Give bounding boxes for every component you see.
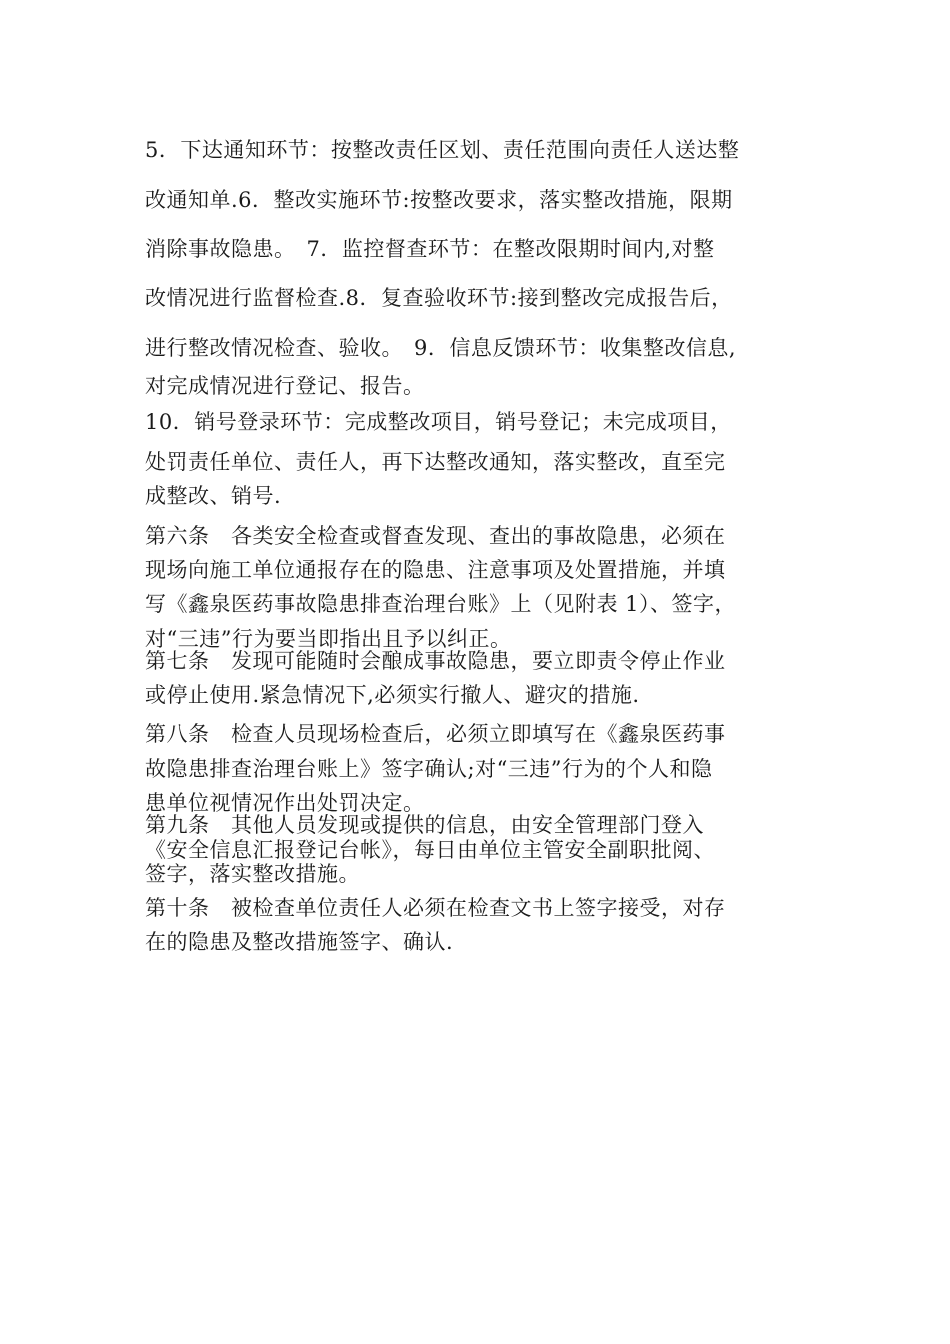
text-line: 第七条 发现可能随时会酿成事故隐患，要立即责令停止作业	[145, 649, 726, 673]
text-line: 签字，落实整改措施。	[145, 862, 360, 886]
text-line: 或停止使用.紧急情况下,必须实行撤人、避灾的措施.	[145, 683, 640, 707]
text-line: 《安全信息汇报登记台帐》，每日由单位主管安全副职批阅、	[145, 838, 715, 862]
text-line: 写《鑫泉医药事故隐患排查治理台账》上（见附表 1）、签字，	[145, 592, 737, 616]
text-line: 处罚责任单位、责任人，再下达整改通知，落实整改，直至完	[145, 450, 726, 474]
text-line: 成整改、销号.	[145, 484, 282, 508]
text-line: 对“三违”行为要当即指出且予以纠正。	[145, 627, 512, 651]
text-line: 改通知单.6．整改实施环节:按整改要求，落实整改措施，限期	[145, 188, 733, 212]
text-line: 第八条 检查人员现场检查后，必须立即填写在《鑫泉医药事	[145, 722, 726, 746]
text-line: 对完成情况进行登记、报告。	[145, 374, 425, 398]
text-line: 第六条 各类安全检查或督查发现、查出的事故隐患，必须在	[145, 524, 726, 548]
text-line: 在的隐患及整改措施签字、确认.	[145, 930, 454, 954]
text-line: 消除事故隐患。 7．监控督查环节：在整改限期时间内,对整	[145, 237, 715, 261]
text-line: 故隐患排查治理台账上》签字确认;对“三违”行为的个人和隐	[145, 757, 713, 781]
text-line: 现场向施工单位通报存在的隐患、注意事项及处置措施，并填	[145, 558, 726, 582]
text-line: 改情况进行监督检查.8．复查验收环节:接到整改完成报告后，	[145, 286, 733, 310]
text-line: 患单位视情况作出处罚决定。	[145, 791, 425, 815]
text-line: 进行整改情况检查、验收。 9．信息反馈环节：收集整改信息,	[145, 336, 737, 360]
text-line: 第十条 被检查单位责任人必须在检查文书上签字接受，对存	[145, 896, 726, 920]
text-line: 5．下达通知环节：按整改责任区划、责任范围向责任人送达整	[145, 138, 740, 162]
text-line: 第九条 其他人员发现或提供的信息，由安全管理部门登入	[145, 813, 704, 837]
text-line: 10．销号登录环节：完成整改项目，销号登记；未完成项目，	[145, 410, 732, 434]
